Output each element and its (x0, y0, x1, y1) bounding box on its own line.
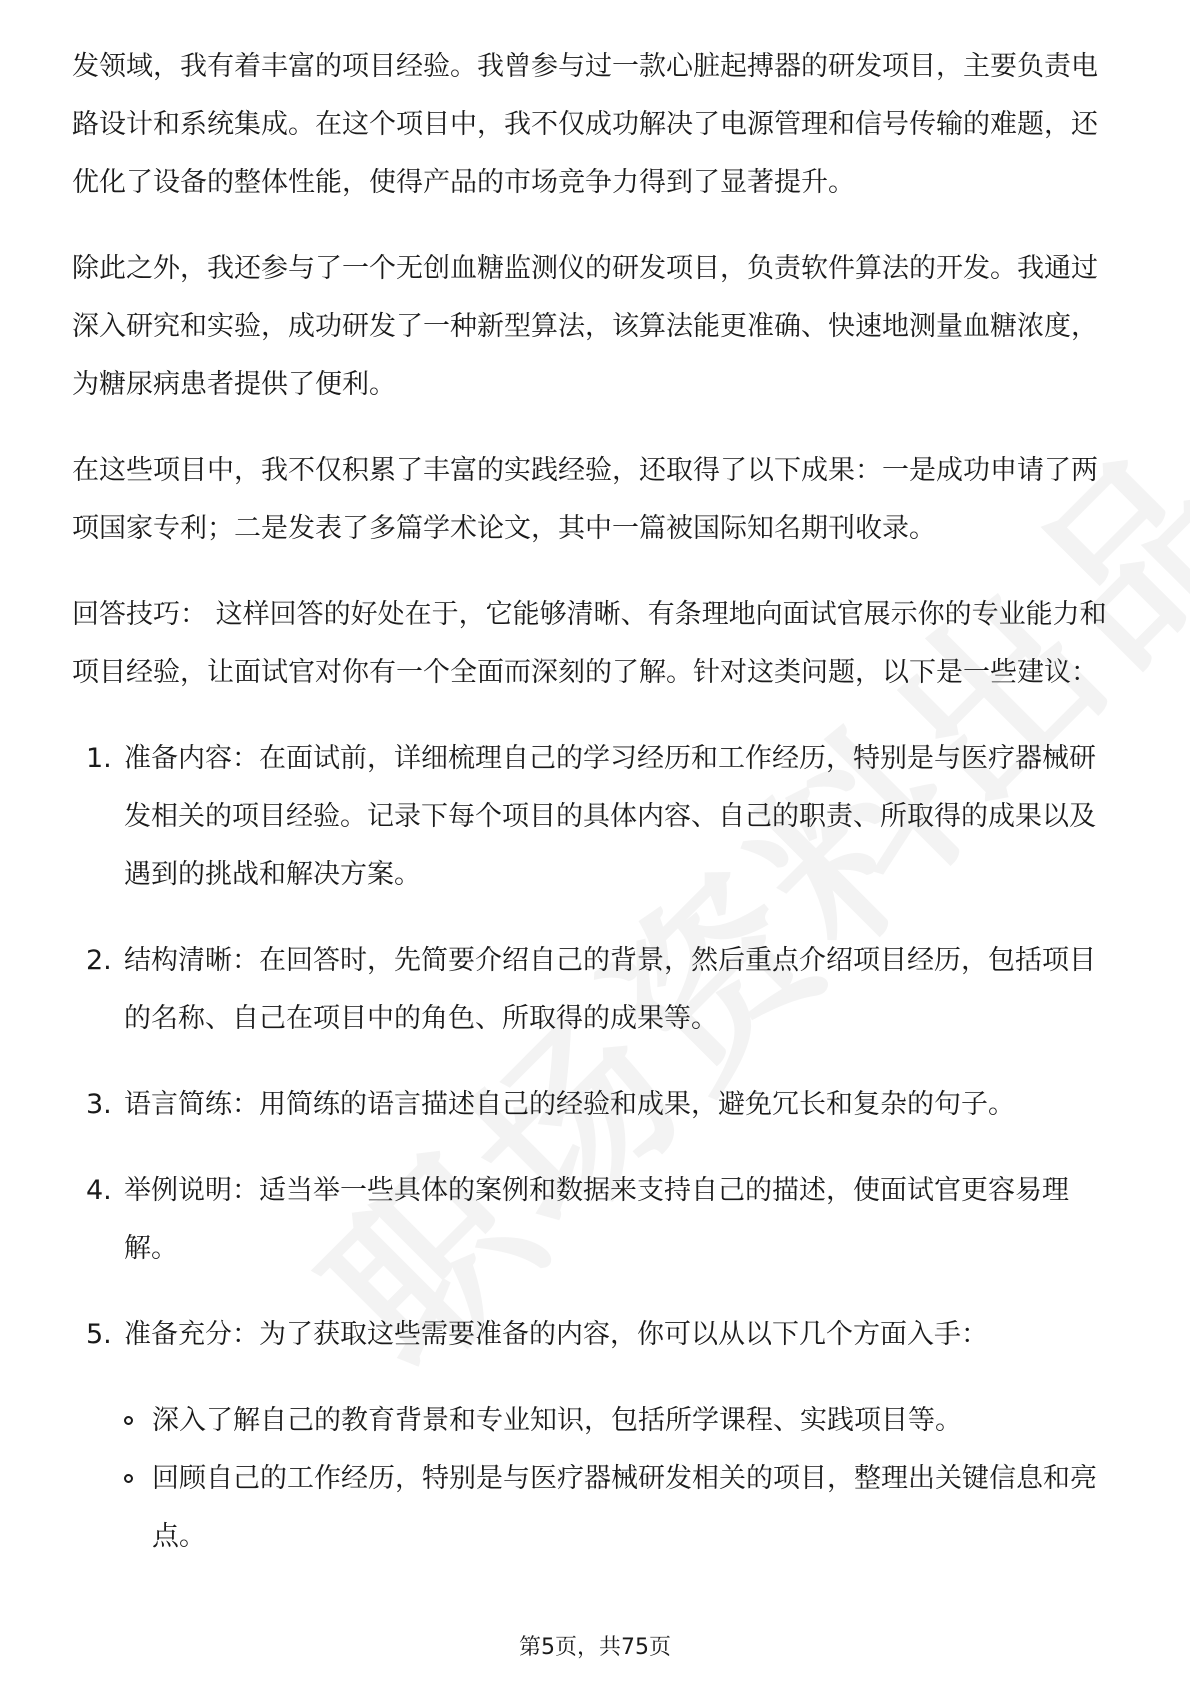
hollow-bullet-icon (124, 1474, 133, 1483)
list-item (72, 730, 1122, 904)
list-item-text: 准备内容：在面试前，详细梳理自己的学习经历和工作经历，特别是与医疗器械研发相关的项目经验。记录下每个项目的具体内容、自己的职责、所取得的成果以及遇到的挑战和解决方案。 (124, 743, 1096, 890)
list-item (72, 932, 1122, 1048)
list-item-text: 语言简练：用简练的语言描述自己的经验和成果，避免冗长和复杂的句子。 (124, 1089, 1015, 1120)
hollow-bullet-icon (124, 1416, 133, 1425)
page-number-footer: 第5页，共75页 (519, 1635, 671, 1660)
numbered-list (72, 730, 1122, 1364)
paragraph-3: 在这些项目中，我不仅积累了丰富的实践经验，还取得了以下成果：一是成功申请了两项国家专利；二是发表了多篇学术论文，其中一篇被国际知名期刊收录。 (72, 455, 1098, 544)
list-item (72, 1076, 1122, 1134)
list-item-text: 举例说明：适当举一些具体的案例和数据来支持自己的描述，使面试官更容易理解。 (124, 1175, 1069, 1264)
bullet-list (124, 1392, 1122, 1566)
bullet-item-text: 回顾自己的工作经历，特别是与医疗器械研发相关的项目，整理出关键信息和亮点。 (152, 1463, 1097, 1552)
bullet-item (124, 1450, 1122, 1566)
list-item (72, 1162, 1122, 1278)
page-content (72, 38, 1122, 1566)
list-item-text: 准备充分：为了获取这些需要准备的内容，你可以从以下几个方面入手： (124, 1319, 988, 1350)
list-number: 3. (86, 1089, 112, 1120)
paragraph-1: 发领域，我有着丰富的项目经验。我曾参与过一款心脏起搏器的研发项目，主要负责电路设计和系统集成。在这个项目中，我不仅成功解决了电源管理和信号传输的难题，还优化了设备的整体性能，使得产品的市场竞争力得到了显著提升。 (72, 51, 1098, 198)
bullet-item-text: 深入了解自己的教育背景和专业知识，包括所学课程、实践项目等。 (152, 1405, 962, 1436)
list-number: 2. (86, 945, 112, 976)
list-item-text: 结构清晰：在回答时，先简要介绍自己的背景，然后重点介绍项目经历，包括项目的名称、自己在项目中的角色、所取得的成果等。 (124, 945, 1096, 1034)
paragraph-4: 回答技巧： 这样回答的好处在于，它能够清晰、有条理地向面试官展示你的专业能力和项目经验，让面试官对你有一个全面而深刻的了解。针对这类问题，以下是一些建议： (72, 599, 1107, 688)
list-item (72, 1306, 1122, 1364)
bullet-item (124, 1392, 1122, 1450)
paragraph-2: 除此之外，我还参与了一个无创血糖监测仪的研发项目，负责软件算法的开发。我通过深入研究和实验，成功研发了一种新型算法，该算法能更准确、快速地测量血糖浓度，为糖尿病患者提供了便利。 (72, 253, 1098, 400)
list-number: 5. (86, 1319, 112, 1350)
list-number: 4. (86, 1175, 112, 1206)
list-number: 1. (86, 743, 112, 774)
